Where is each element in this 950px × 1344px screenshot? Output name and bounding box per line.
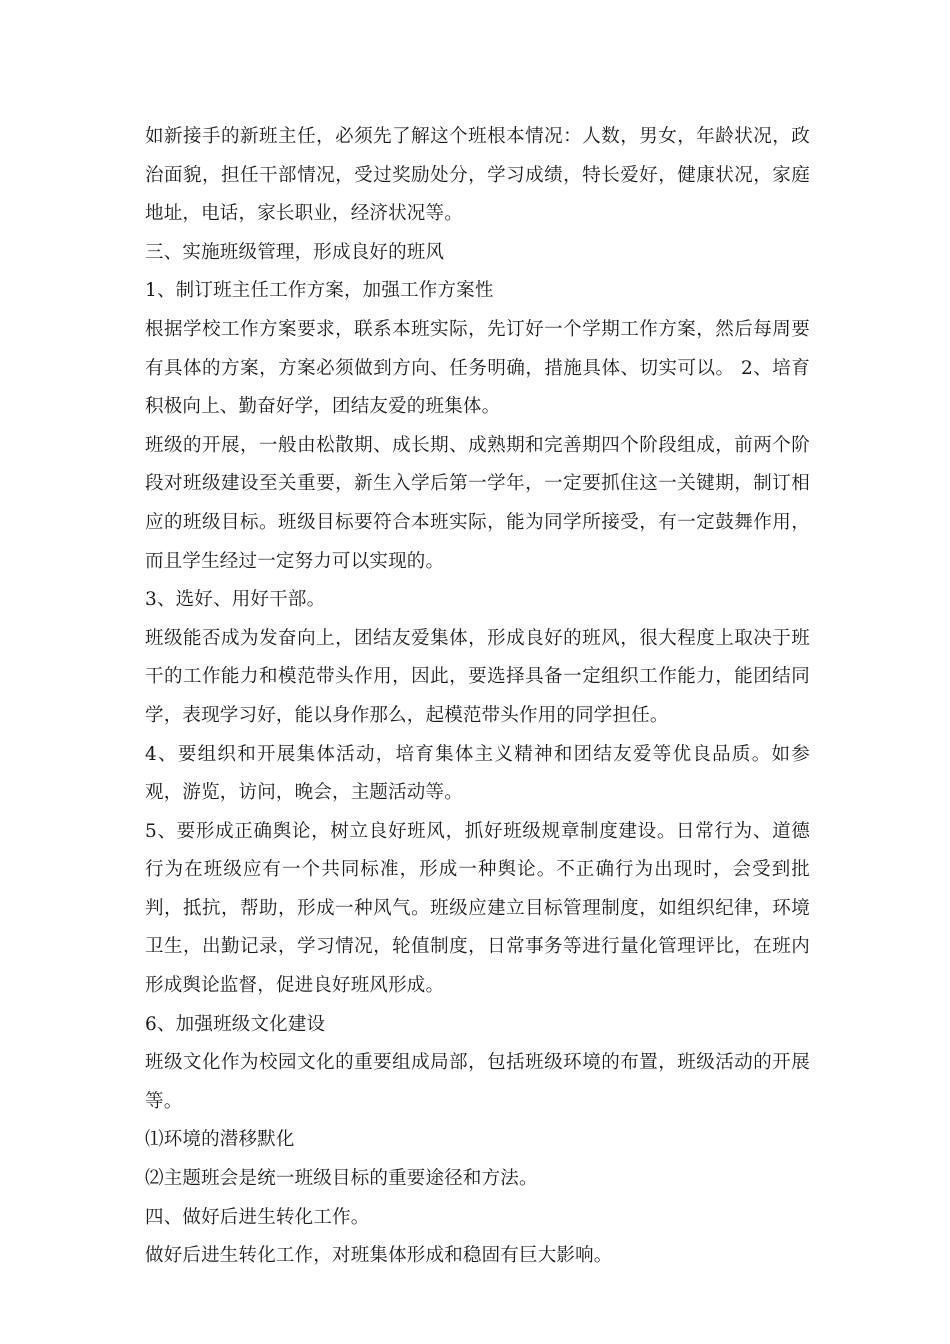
document-body bbox=[145, 118, 810, 1276]
paragraph-class-culture: 班级文化作为校园文化的重要组成局部，包括班级环境的布置，班级活动的开展等。 bbox=[145, 1052, 810, 1112]
paragraph-item-five: 5、要形成正确舆论，树立良好班风，抓好班级规章制度建设。日常行为、道德行为在班级应有一个共同标准，形成一种舆论。不正确行为出现时，会受到批判，抵抗，帮助，形成一种风气。班级应建立目标管理制度，如组织纪律，环境卫生，出勤记录，学习情况，轮值制度，日常事务等进行量化管理评比，在班内形成舆论监督，促进良好班风形成。 bbox=[145, 820, 810, 997]
paragraph-underachievers: 做好后进生转化工作，对班集体形成和稳固有巨大影响。 bbox=[145, 1245, 613, 1267]
paragraph-class-development: 班级的开展，一般由松散期、成长期、成熟期和完善期四个阶段组成，前两个阶段对班级建设至关重要，新生入学后第一学年，一定要抓住这一关键期，制订相应的班级目标。班级目标要符合本班实际，能为同学所接受，有一定鼓舞作用，而且学生经过一定努力可以实现的。 bbox=[145, 434, 810, 572]
paragraph-class-cadres: 班级能否成为发奋向上，团结友爱集体，形成良好的班风，很大程度上取决于班干的工作能力和模范带头作用，因此，要选择具备一定组织工作能力，能团结同学，表现学习好，能以身作那么，起模范带头作用的同学担任。 bbox=[145, 627, 810, 726]
paragraph-student-info: 如新接手的新班主任，必须先了解这个班根本情况：人数，男女，年龄状况，政治面貌，担任干部情况，受过奖励处分，学习成绩，特长爱好，健康状况，家庭地址，电话，家长职业，经济状况等。 bbox=[145, 126, 810, 225]
list-item-theme-meeting: ⑵主题班会是统一班级目标的重要途径和方法。 bbox=[145, 1168, 538, 1190]
heading-section-three: 三、实施班级管理，形成良好的班风 bbox=[145, 241, 445, 263]
list-item-environment: ⑴环境的潜移默化 bbox=[145, 1129, 295, 1151]
heading-item-one: 1、制订班主任工作方案，加强工作方案性 bbox=[145, 280, 494, 302]
paragraph-work-plan: 根据学校工作方案要求，联系本班实际，先订好一个学期工作方案，然后每周要有具体的方案，方案必须做到方向、任务明确，措施具体、切实可以。 2、培育积极向上、勤奋好学，团结友爱的班集体。 bbox=[145, 318, 810, 418]
heading-section-four: 四、做好后进生转化工作。 bbox=[145, 1206, 370, 1228]
heading-item-three: 3、选好、用好干部。 bbox=[145, 589, 326, 611]
heading-item-six: 6、加强班级文化建设 bbox=[145, 1013, 326, 1035]
paragraph-item-four: 4、要组织和开展集体活动，培育集体主义精神和团结友爱等优良品质。如参观，游览，访问，晚会，主题活动等。 bbox=[145, 743, 810, 804]
